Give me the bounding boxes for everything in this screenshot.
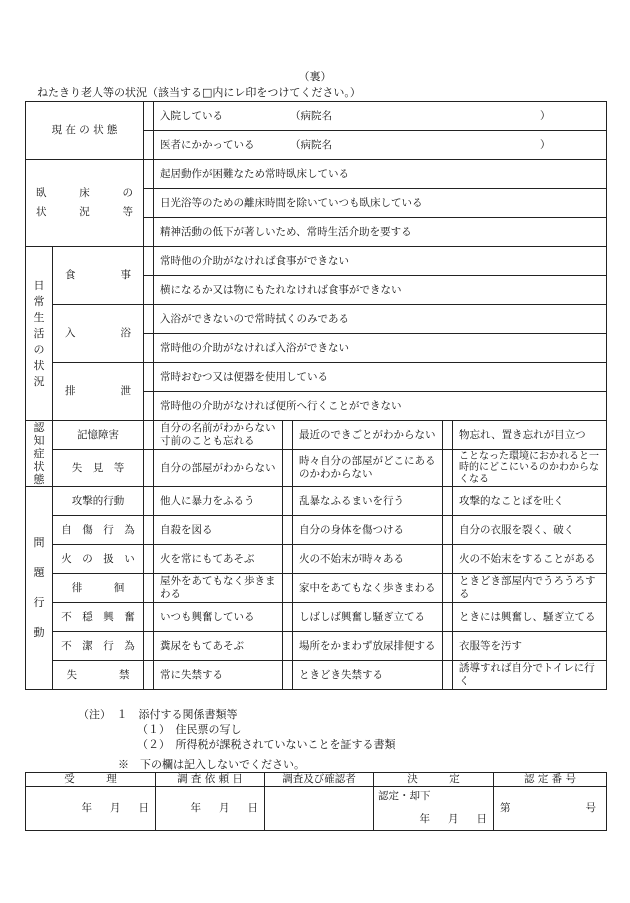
- behavior-name: 失 禁: [53, 661, 144, 690]
- option-text: 場所をかまわず放尿排便する: [293, 632, 443, 661]
- checkbox[interactable]: [443, 421, 453, 450]
- close-paren: ）: [540, 138, 551, 151]
- behavior-name: 徘 徊: [53, 574, 144, 603]
- surveyor-header: 調査及び確認者: [265, 773, 374, 787]
- status-table: [25, 101, 607, 690]
- option-text: ときどき部屋内でうろうろする: [453, 574, 607, 603]
- checkbox[interactable]: [443, 632, 453, 661]
- office-use-notice: ※ 下の欄は記入しないでください。: [118, 758, 305, 771]
- number-prefix: 第: [500, 802, 511, 814]
- close-paren: ）: [540, 109, 551, 122]
- decision-cell[interactable]: 認定・却下 年 月 日: [374, 787, 494, 831]
- notes-label: （注） １ 添付する関係書類等: [78, 708, 238, 721]
- attachment-notes: [78, 707, 396, 752]
- checkbox[interactable]: [283, 545, 293, 574]
- checkbox[interactable]: [443, 603, 453, 632]
- checkbox[interactable]: [443, 661, 453, 690]
- disorientation-label: 失 見 等: [53, 450, 144, 487]
- checkbox[interactable]: [443, 450, 453, 487]
- decision-header: 決 定: [374, 773, 494, 787]
- checkbox[interactable]: [443, 545, 453, 574]
- option-text: 他人に暴力をふるう: [154, 487, 283, 516]
- checkbox[interactable]: [144, 574, 154, 603]
- option-text: 火の不始末が時々ある: [293, 545, 443, 574]
- daily-life-label: 日 常 生 活 の 状 況: [26, 247, 53, 421]
- office-use-table: [25, 772, 607, 831]
- option-text: 自分の名前がわからない寸前のことも忘れる: [154, 421, 283, 450]
- option-text: 自分の衣服を裂く、破く: [453, 516, 607, 545]
- behavior-name: 攻撃的行動: [53, 487, 144, 516]
- option-text: 日光浴等のための離床時間を除いていつも臥床している: [154, 189, 607, 218]
- memory-disorder-label: 記憶障害: [53, 421, 144, 450]
- option-text: 入浴ができないので常時拭くのみである: [154, 305, 607, 334]
- option-text: 起居動作が困難なため常時臥床している: [154, 160, 607, 189]
- certification-number-header: 認 定 番 号: [494, 773, 607, 787]
- checkbox[interactable]: [144, 603, 154, 632]
- checkbox[interactable]: [283, 421, 293, 450]
- option-text: 常に失禁する: [154, 661, 283, 690]
- option-text: 物忘れ、置き忘れが目立つ: [453, 421, 607, 450]
- checkbox[interactable]: [144, 305, 154, 334]
- option-text: 家中をあてもなく歩きまわる: [293, 574, 443, 603]
- checkbox[interactable]: [144, 421, 154, 450]
- checkbox[interactable]: [144, 545, 154, 574]
- option-text: ときには興奮し、騒ぎ立てる: [453, 603, 607, 632]
- option-text: 時々自分の部屋がどこにあるのかわからない: [293, 450, 443, 487]
- option-text: 自分の身体を傷つける: [293, 516, 443, 545]
- meal-label: 食 事: [53, 247, 144, 305]
- surveyor-cell[interactable]: [265, 787, 374, 831]
- checkbox[interactable]: [144, 131, 154, 160]
- checkbox[interactable]: [283, 450, 293, 487]
- checkbox[interactable]: [443, 487, 453, 516]
- option-text: 屋外をあてもなく歩きまわる: [154, 574, 283, 603]
- hospital-name-label: （病院名: [290, 109, 333, 122]
- option-text: 横になるか又は物にもたれなければ食事ができない: [154, 276, 607, 305]
- option-text: ときどき失禁する: [293, 661, 443, 690]
- option-text: 自殺を図る: [154, 516, 283, 545]
- bedridden-label: 臥 床 の 状 況 等: [26, 160, 144, 247]
- note-item: （２） 所得税が課税されていないことを証する書類: [137, 738, 396, 751]
- option-text: 乱暴なふるまいを行う: [293, 487, 443, 516]
- option-text: 攻撃的なことばを吐く: [453, 487, 607, 516]
- checkbox[interactable]: [144, 363, 154, 392]
- option-text: 医者にかかっている: [160, 138, 255, 151]
- option-text: ことなった環境におかれると一時的にどこにいるのかわからなくなる: [453, 450, 607, 487]
- option-text: 常時他の介助がなければ便所へ行くことができない: [154, 392, 607, 421]
- option-text: 自分の部屋がわからない: [154, 450, 283, 487]
- checkbox[interactable]: [144, 334, 154, 363]
- checkbox[interactable]: [144, 450, 154, 487]
- checkbox[interactable]: [144, 160, 154, 189]
- option-text: 糞尿をもてあそぶ: [154, 632, 283, 661]
- option-text: 常時他の介助がなければ入浴ができない: [154, 334, 607, 363]
- checkbox[interactable]: [144, 516, 154, 545]
- problem-behavior-label: 問 題 行 動: [26, 487, 53, 690]
- form-instruction: ねたきり老人等の状況（該当する□内にレ印をつけてください。）: [37, 86, 361, 99]
- behavior-name: 不 穏 興 奮: [53, 603, 144, 632]
- checkbox[interactable]: [144, 189, 154, 218]
- checkbox[interactable]: [144, 102, 154, 131]
- checkbox[interactable]: [283, 516, 293, 545]
- survey-request-date-header: 調 査 依 頼 日: [156, 773, 265, 787]
- received-date-cell[interactable]: 年 月 日: [26, 787, 156, 831]
- option-text: いつも興奮している: [154, 603, 283, 632]
- received-header: 受 理: [26, 773, 156, 787]
- dementia-label: 認 知 症 状 態: [26, 421, 53, 487]
- option-text: 誘導すれば自分でトイレに行く: [453, 661, 607, 690]
- checkbox[interactable]: [283, 574, 293, 603]
- option-seeing-doctor: [154, 131, 607, 160]
- option-text: 最近のできごとがわからない: [293, 421, 443, 450]
- checkbox[interactable]: [443, 516, 453, 545]
- option-text: 精神活動の低下が著しいため、常時生活介助を要する: [154, 218, 607, 247]
- decision-label: 認定・却下: [378, 790, 431, 802]
- current-status-label: 現 在 の 状 態: [26, 102, 144, 160]
- page-title: （裏）: [298, 70, 332, 83]
- note-item: （１） 住民票の写し: [137, 723, 242, 736]
- option-text: 常時おむつ又は便器を使用している: [154, 363, 607, 392]
- option-text: 常時他の介助がなければ食事ができない: [154, 247, 607, 276]
- option-text: 火の不始末をすることがある: [453, 545, 607, 574]
- checkbox[interactable]: [144, 218, 154, 247]
- option-text: 入院している: [160, 109, 224, 122]
- checkbox[interactable]: [144, 632, 154, 661]
- checkbox[interactable]: [283, 603, 293, 632]
- bathing-label: 入 浴: [53, 305, 144, 363]
- checkbox[interactable]: [144, 487, 154, 516]
- option-text: しばしば興奮し騒ぎ立てる: [293, 603, 443, 632]
- option-hospitalized: [154, 102, 607, 131]
- certification-number-cell[interactable]: [494, 787, 607, 831]
- checkbox[interactable]: [283, 487, 293, 516]
- behavior-name: 火 の 扱 い: [53, 545, 144, 574]
- checkbox[interactable]: [443, 574, 453, 603]
- request-date-cell[interactable]: 年 月 日: [156, 787, 265, 831]
- checkbox[interactable]: [283, 661, 293, 690]
- checkbox[interactable]: [144, 276, 154, 305]
- behavior-name: 自 傷 行 為: [53, 516, 144, 545]
- option-text: 火を常にもてあそぶ: [154, 545, 283, 574]
- number-suffix: 号: [585, 802, 596, 814]
- checkbox[interactable]: [144, 661, 154, 690]
- behavior-name: 不 潔 行 為: [53, 632, 144, 661]
- checkbox[interactable]: [283, 632, 293, 661]
- hospital-name-label: （病院名: [290, 138, 333, 151]
- option-text: 衣服等を汚す: [453, 632, 607, 661]
- checkbox[interactable]: [144, 247, 154, 276]
- excretion-label: 排 泄: [53, 363, 144, 421]
- checkbox[interactable]: [144, 392, 154, 421]
